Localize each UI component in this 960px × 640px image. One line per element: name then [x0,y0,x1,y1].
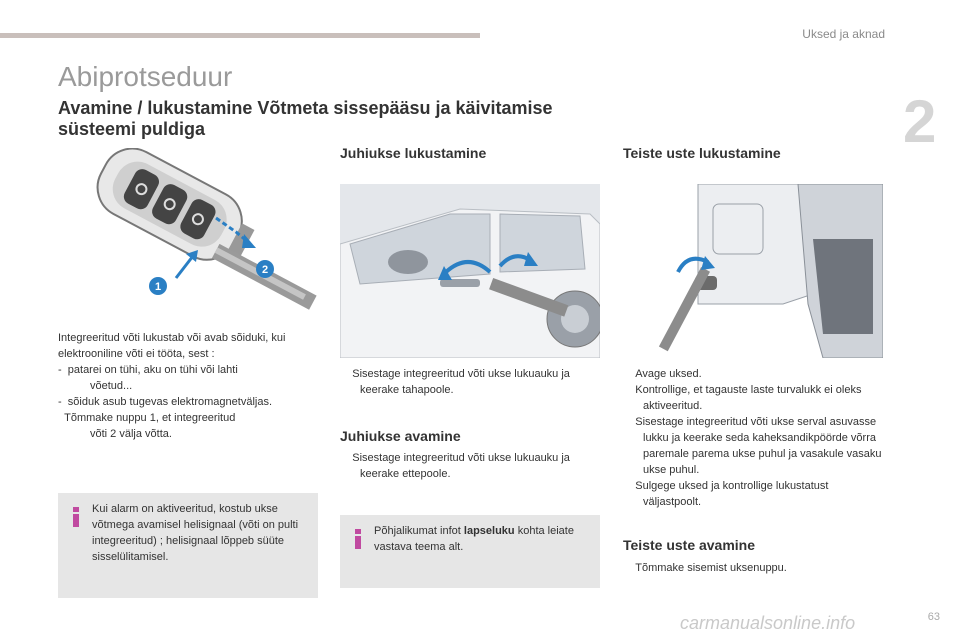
step-item [623,560,883,576]
list-item-cont: võetud... [90,380,133,392]
step-text: Avage uksed. [635,368,702,380]
chapter-title: Uksed ja aknad [802,27,885,41]
step-text: Tõmmake sisemist uksenuppu. [635,562,787,574]
step-item [58,410,320,426]
step-text: Sisestage integreeritud võti ukse lukuauku ja keerake tahapoole. [352,368,570,396]
step-text: Sulgege uksed ja kontrollige lukustatust väljastpoolt. [635,480,829,508]
step-text: Kontrollige, et tagauste laste turvalukk ei oleks aktiveeritud. [635,384,862,412]
watermark: carmanualsonline.info [680,613,856,633]
col3-steps [623,366,883,510]
info-icon [72,507,80,527]
step-item [623,366,883,382]
page-number: 63 [927,611,940,623]
info-text: Kui alarm on aktiveeritud, kostub ukse võtmega avamisel helisignaal (võti on pulti integreeritud) ; helisignaal lõppeb süüte sisselülitamisel. [92,503,299,563]
driver-door-illustration [340,184,600,358]
section-title: Avamine / lukustamine Võtmeta sissepääsu ja käivitamise süsteemi puldiga [58,98,553,139]
header-bar [0,33,480,38]
chapter-number: 2 [903,88,937,155]
step-item [340,366,600,398]
list-item: - patarei on tühi, aku on tühi või lahti [58,364,238,376]
callout-1-label: 1 [154,281,162,293]
col1-text [58,330,320,442]
rear-door-illustration [623,184,883,358]
step-text: Sisestage integreeritud võti ukse serval asuvasse lukku ja keerake seda kaheksandikpöörde võrra paremale parema ukse puhul ja vasakule vasaku ukse puhul. [635,416,882,476]
col2-step1 [340,366,600,398]
step-item [623,478,883,510]
subheading-other-unlock: Teiste uste avamine [623,537,756,553]
page-title: Abiprotseduur [58,61,233,92]
info-text-post: kohta leiate vastava teema alt. [374,525,574,553]
subheading-driver-lock: Juhiukse lukustamine [340,145,487,161]
step-text: Tõmmake nuppu 1, et integreeritud [58,412,236,424]
list-item: - sõiduk asub tugevas elektromagnetväljas. [58,396,273,408]
step-item [340,450,600,482]
col2-step2 [340,450,600,482]
info-icon [354,529,362,549]
col3-open-step [623,560,883,576]
info-text-bold: lapseluku [463,525,515,537]
intro-paragraph: Integreeritud võti lukustab või avab sõiduki, kui elektrooniline võti ei tööta, sest : [58,332,286,360]
subheading-driver-unlock: Juhiukse avamine [340,428,461,444]
key-fob-illustration [58,148,320,326]
info-box-child-lock [340,515,600,588]
step-item [623,414,883,478]
step-item [623,382,883,414]
subheading-other-lock: Teiste uste lukustamine [623,145,781,161]
info-text-pre: Põhjalikumat infot [374,525,461,537]
info-text [374,523,584,555]
step-item-cont: võti 2 välja võtta. [90,428,172,440]
info-box-alarm [58,493,318,598]
callout-2-label: 2 [261,264,269,276]
step-text: Sisestage integreeritud võti ukse lukuauku ja keerake ettepoole. [352,452,570,480]
